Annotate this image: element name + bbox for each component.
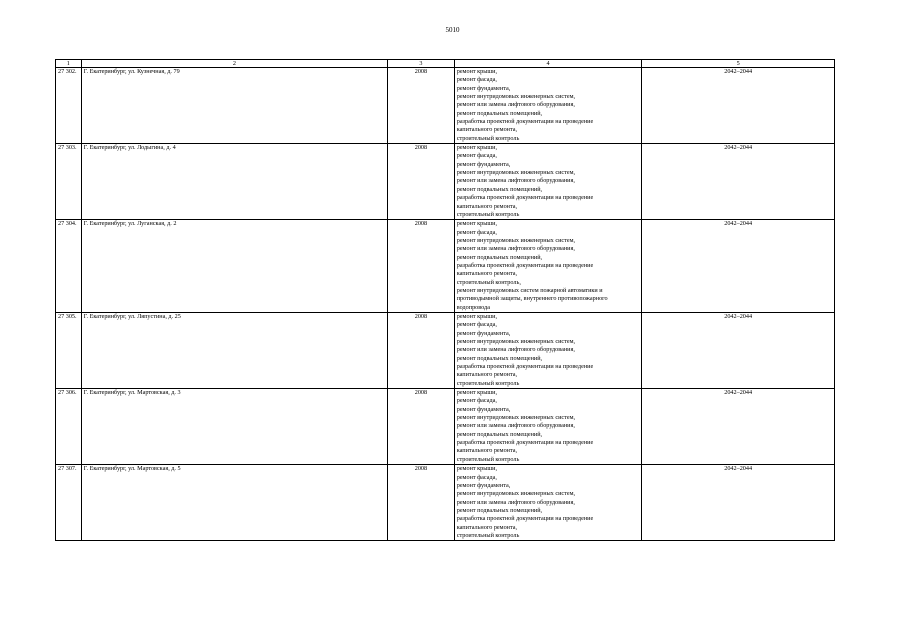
row-number-cell: 27 302. — [56, 68, 82, 144]
period-cell: 2042–2044 — [642, 389, 835, 465]
work-item: ремонт фундамента, — [456, 405, 511, 413]
work-item: ремонт крыши, — [456, 144, 498, 152]
column-header: 4 — [454, 60, 642, 68]
works-cell — [454, 312, 642, 388]
work-item: ремонт или замена лифтового оборудования, — [456, 177, 575, 185]
work-item: ремонт или замена лифтового оборудования, — [456, 422, 575, 430]
table-row — [56, 312, 835, 388]
address-cell: Г. Екатеринбург, ул. Кузнечная, д. 79 — [81, 68, 387, 144]
work-item: ремонт фундамента, — [456, 481, 511, 489]
work-item: ремонт внутридомовых инженерных систем, — [456, 338, 576, 345]
work-item: ремонт внутридомовых инженерных систем, — [456, 236, 576, 244]
work-item: ремонт фасада, — [456, 76, 497, 84]
work-item: капитального ремонта, — [456, 523, 518, 531]
work-item: ремонт подвальных помещений, — [456, 506, 543, 514]
address-cell: Г. Екатеринбург, ул. Мартовская, д. 5 — [81, 465, 387, 541]
table-row — [56, 68, 835, 144]
column-header: 2 — [81, 60, 387, 68]
work-item: ремонт крыши, — [456, 389, 498, 397]
period-cell: 2042–2044 — [642, 220, 835, 313]
period-cell: 2042–2044 — [642, 465, 835, 541]
column-header: 5 — [642, 60, 835, 68]
work-item: ремонт фундамента, — [456, 329, 511, 337]
work-item: ремонт внутридомовых инженерных систем, — [456, 414, 576, 422]
year-cell: 2008 — [388, 220, 455, 313]
work-item: ремонт фасада, — [456, 152, 497, 160]
work-item: ремонт крыши, — [456, 68, 498, 75]
year-cell: 2008 — [388, 312, 455, 388]
work-item: ремонт фасада, — [456, 473, 497, 481]
works-cell — [454, 144, 642, 220]
period-cell: 2042–2044 — [642, 68, 835, 144]
column-header: 1 — [56, 60, 82, 68]
row-number-cell: 27 307. — [56, 465, 82, 541]
work-item: разработка проектной документации на проведение — [456, 439, 594, 447]
work-item: ремонт внутридомовых инженерных систем, — [456, 490, 576, 498]
year-cell: 2008 — [388, 144, 455, 220]
work-item: водопровода — [456, 303, 490, 311]
table-row — [56, 144, 835, 220]
work-item: ремонт крыши, — [456, 312, 498, 320]
year-cell: 2008 — [388, 389, 455, 465]
address-cell: Г. Екатеринбург, ул. Луганская, д. 2 — [81, 220, 387, 313]
work-item: строительный контроль — [456, 210, 520, 218]
work-item: ремонт или замена лифтового оборудования, — [456, 346, 575, 354]
work-item: капитального ремонта, — [456, 371, 518, 379]
work-item: ремонт или замена лифтового оборудования, — [456, 245, 575, 253]
table-row — [56, 389, 835, 465]
work-item: ремонт крыши, — [456, 220, 498, 228]
table-body — [56, 68, 835, 541]
work-item: строительный контроль — [456, 455, 520, 463]
work-item: строительный контроль — [456, 379, 520, 387]
works-cell — [454, 68, 642, 144]
year-cell: 2008 — [388, 465, 455, 541]
table-row — [56, 465, 835, 541]
work-item: разработка проектной документации на проведение — [456, 118, 594, 126]
repair-schedule-table — [55, 59, 835, 541]
row-number-cell: 27 305. — [56, 312, 82, 388]
work-item: капитального ремонта, — [456, 447, 518, 455]
work-item: разработка проектной документации на проведение — [456, 194, 594, 202]
work-item: ремонт фасада, — [456, 397, 497, 405]
work-item: строительный контроль, — [456, 278, 521, 286]
work-item: капитального ремонта, — [456, 126, 518, 134]
work-item: ремонт внутридомовых инженерных систем, — [456, 169, 576, 177]
work-item: строительный контроль — [456, 134, 520, 142]
work-item: строительный контроль — [456, 531, 520, 539]
row-number-cell: 27 306. — [56, 389, 82, 465]
work-item: противодымной защиты, внутреннего противопожарного — [456, 295, 608, 303]
work-item: ремонт внутридомовых систем пожарной автоматики и — [456, 286, 603, 294]
works-cell — [454, 389, 642, 465]
table-row — [56, 220, 835, 313]
work-item: ремонт фундамента, — [456, 160, 511, 168]
period-cell: 2042–2044 — [642, 144, 835, 220]
column-number-row — [56, 60, 835, 68]
address-cell: Г. Екатеринбург, ул. Мартовская, д. 3 — [81, 389, 387, 465]
column-header: 3 — [388, 60, 455, 68]
work-item: ремонт подвальных помещений, — [456, 354, 543, 362]
period-cell: 2042–2044 — [642, 312, 835, 388]
work-item: ремонт подвальных помещений, — [456, 185, 543, 193]
work-item: разработка проектной документации на проведение — [456, 363, 594, 371]
work-item: капитального ремонта, — [456, 202, 518, 210]
work-item: ремонт подвальных помещений, — [456, 109, 543, 117]
work-item: ремонт фасада, — [456, 321, 497, 329]
address-cell: Г. Екатеринбург, ул. Ляпустина, д. 25 — [81, 312, 387, 388]
work-item: капитального ремонта, — [456, 270, 518, 278]
address-cell: Г. Екатеринбург, ул. Лодыгина, д. 4 — [81, 144, 387, 220]
work-item: ремонт подвальных помещений, — [456, 253, 543, 261]
page-number: 5010 — [445, 26, 460, 34]
row-number-cell: 27 303. — [56, 144, 82, 220]
work-item: разработка проектной документации на проведение — [456, 261, 594, 269]
work-item: ремонт внутридомовых инженерных систем, — [456, 93, 576, 101]
works-cell — [454, 220, 642, 313]
row-number-cell: 27 304. — [56, 220, 82, 313]
year-cell: 2008 — [388, 68, 455, 144]
work-item: разработка проектной документации на проведение — [456, 515, 594, 523]
works-cell — [454, 465, 642, 541]
work-item: ремонт или замена лифтового оборудования, — [456, 498, 575, 506]
work-item: ремонт подвальных помещений, — [456, 430, 543, 438]
work-item: ремонт фасада, — [456, 228, 497, 236]
work-item: ремонт или замена лифтового оборудования, — [456, 101, 575, 109]
work-item: ремонт фундамента, — [456, 84, 511, 92]
work-item: ремонт крыши, — [456, 465, 498, 473]
